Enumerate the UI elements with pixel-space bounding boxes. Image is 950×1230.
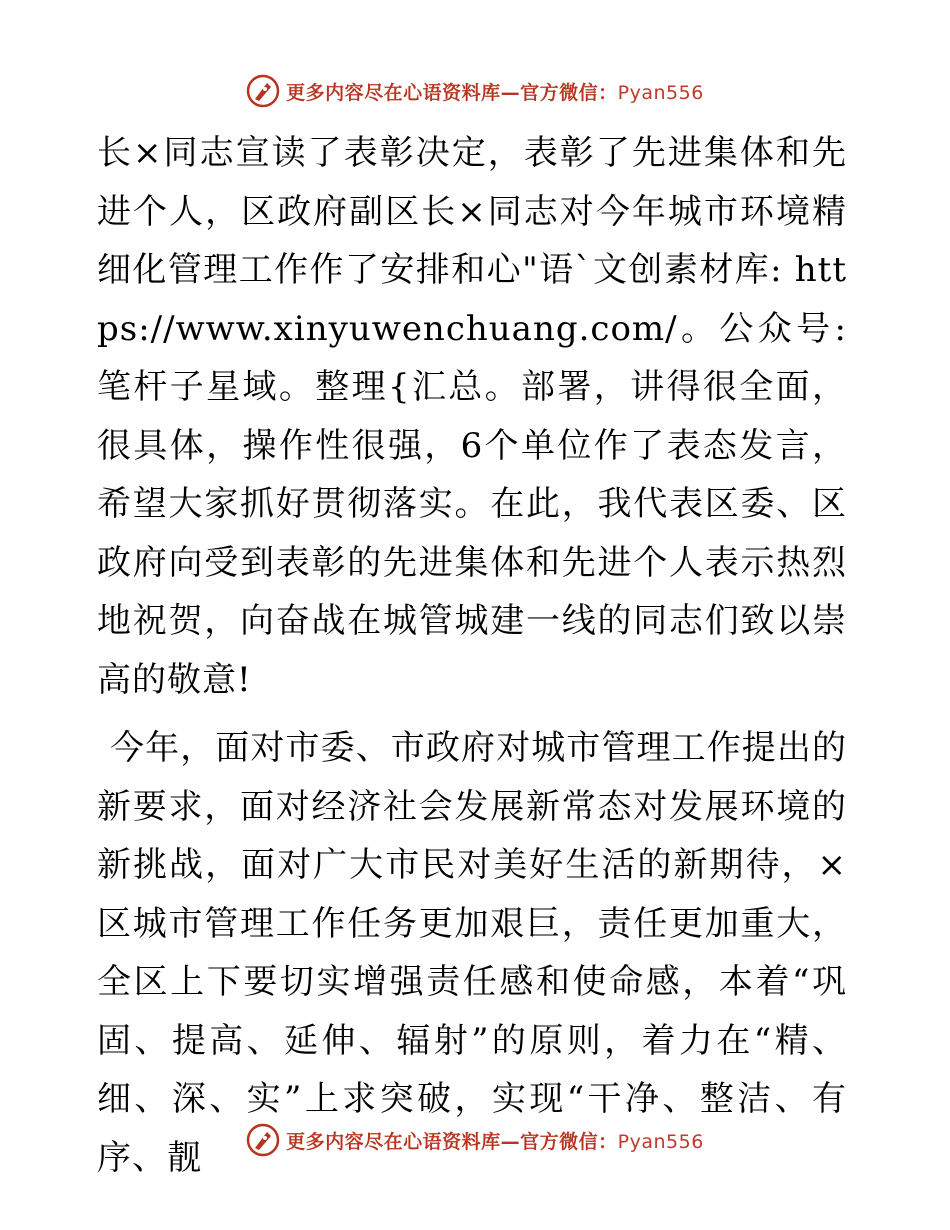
footer-banner <box>0 1120 950 1160</box>
pen-nib-logo-icon <box>246 1123 280 1157</box>
paragraph-1: 长×同志宣读了表彰决定，表彰了先进集体和先进个人，区政府副区长×同志对今年城市环境精细化管理工作作了安排和心"语`文创素材库: https://www.xinyuwenchuang.com/。公众号: 笔杆子星域。整理{汇总。部署，讲得很全面，很具体，操作性很强，6个单位作了表态发言，希望大家抓好贯彻落实。在此，我代表区委、区政府向受到表彰的先进集体和先进个人表示热烈地祝贺，向奋战在城管城建一线的同志们致以崇高的敬意! <box>97 133 847 700</box>
banner-text: 更多内容尽在心语资料库—官方微信：Pyan556 <box>286 1130 704 1153</box>
wechat-id: Pyan556 <box>617 1130 704 1153</box>
document-body <box>97 124 847 1187</box>
banner-text: 更多内容尽在心语资料库—官方微信：Pyan556 <box>286 81 704 104</box>
paragraph-2: 今年，面对市委、市政府对城市管理工作提出的新要求，面对经济社会发展新常态对发展环境的新挑战，面对广大市民对美好生活的新期待，×区城市管理工作任务更加艰巨，责任更加重大，全区上下要切实增强责任感和使命感，本着“巩固、提高、延伸、辐射”的原则，着力在“精、细、深、实”上求突破，实现“干净、整洁、有序、靓 <box>97 728 847 1178</box>
header-banner <box>0 71 950 111</box>
pen-nib-logo-icon <box>246 74 280 108</box>
wechat-id: Pyan556 <box>617 81 704 104</box>
